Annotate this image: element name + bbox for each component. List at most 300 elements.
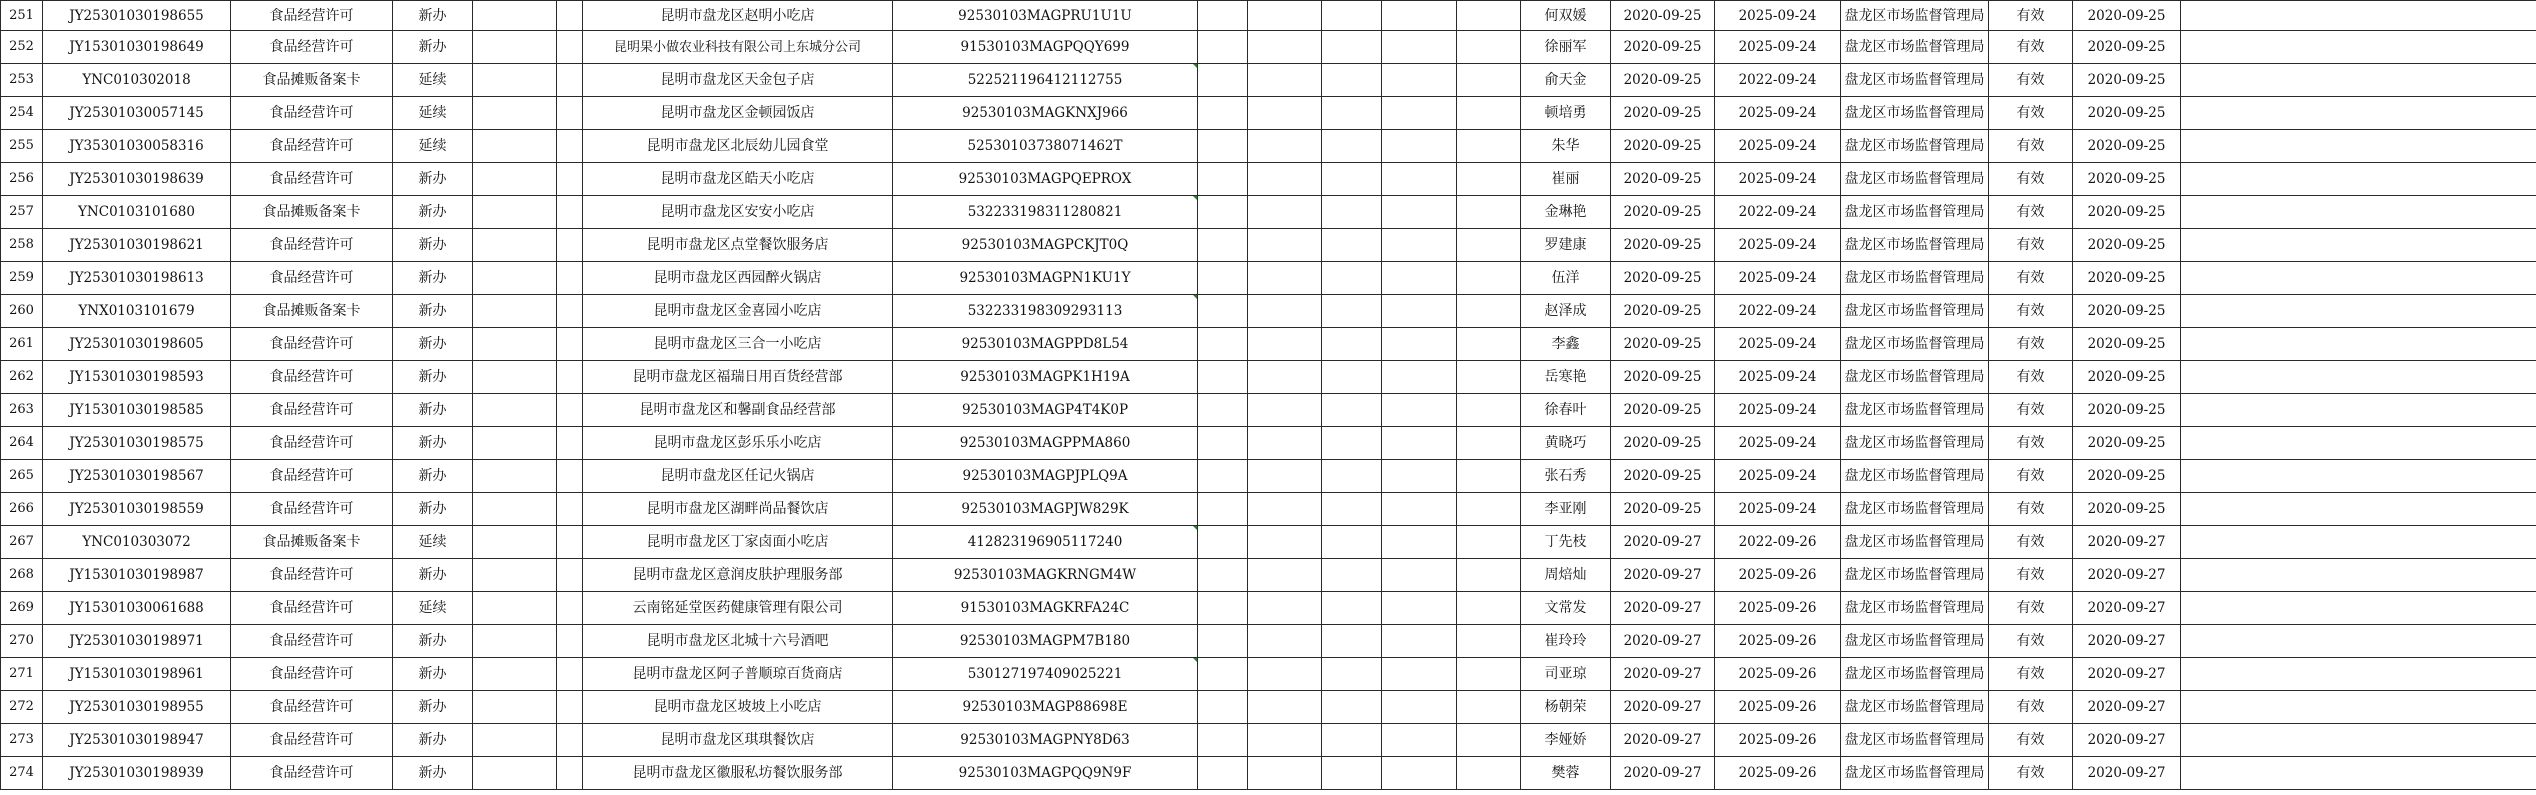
cell-issuing-authority[interactable]: 盘龙区市场监督管理局 (1841, 460, 1989, 493)
cell-credit-code[interactable]: 92530103MAGPM7B180 (893, 625, 1198, 658)
cell-row-index[interactable]: 269 (1, 592, 43, 625)
cell-start-date[interactable]: 2020-09-25 (1611, 130, 1715, 163)
cell-status[interactable]: 有效 (1989, 97, 2073, 130)
empty-cell[interactable] (1457, 130, 1521, 163)
empty-cell[interactable] (1198, 493, 1248, 526)
empty-cell[interactable] (1382, 394, 1457, 427)
empty-cell[interactable] (1382, 460, 1457, 493)
empty-cell[interactable] (1382, 361, 1457, 394)
empty-cell[interactable] (557, 625, 583, 658)
empty-cell[interactable] (2181, 1, 2536, 31)
empty-cell[interactable] (1322, 427, 1382, 460)
empty-cell[interactable] (2181, 295, 2536, 328)
empty-cell[interactable] (2181, 229, 2536, 262)
cell-issuing-authority[interactable]: 盘龙区市场监督管理局 (1841, 526, 1989, 559)
empty-cell[interactable] (1322, 64, 1382, 97)
empty-cell[interactable] (1248, 31, 1322, 64)
empty-cell[interactable] (1322, 31, 1382, 64)
empty-cell[interactable] (1457, 427, 1521, 460)
cell-issuing-authority[interactable]: 盘龙区市场监督管理局 (1841, 97, 1989, 130)
cell-license-number[interactable]: JY25301030057145 (43, 97, 231, 130)
cell-decision-date[interactable]: 2020-09-25 (2073, 493, 2181, 526)
cell-apply-type[interactable]: 新办 (393, 31, 473, 64)
cell-business-name[interactable]: 昆明市盘龙区意润皮肤护理服务部 (583, 559, 893, 592)
cell-apply-type[interactable]: 新办 (393, 757, 473, 790)
cell-decision-date[interactable]: 2020-09-25 (2073, 427, 2181, 460)
cell-decision-date[interactable]: 2020-09-25 (2073, 361, 2181, 394)
cell-credit-code[interactable]: 530127197409025221 (893, 658, 1198, 691)
cell-business-name[interactable]: 昆明市盘龙区西园醉火锅店 (583, 262, 893, 295)
cell-end-date[interactable]: 2025-09-24 (1715, 130, 1841, 163)
cell-row-index[interactable]: 267 (1, 526, 43, 559)
cell-business-name[interactable]: 昆明市盘龙区湖畔尚品餐饮店 (583, 493, 893, 526)
cell-status[interactable]: 有效 (1989, 31, 2073, 64)
cell-business-name[interactable]: 昆明果小做农业科技有限公司上东城分公司 (583, 31, 893, 64)
cell-end-date[interactable]: 2025-09-24 (1715, 394, 1841, 427)
cell-person-name[interactable]: 崔丽 (1521, 163, 1611, 196)
cell-license-number[interactable]: JY25301030198971 (43, 625, 231, 658)
empty-cell[interactable] (2181, 394, 2536, 427)
empty-cell[interactable] (1457, 757, 1521, 790)
cell-person-name[interactable]: 俞天金 (1521, 64, 1611, 97)
cell-apply-type[interactable]: 延续 (393, 526, 473, 559)
cell-start-date[interactable]: 2020-09-25 (1611, 229, 1715, 262)
empty-cell[interactable] (473, 394, 557, 427)
cell-credit-code[interactable]: 92530103MAGPCKJT0Q (893, 229, 1198, 262)
empty-cell[interactable] (473, 691, 557, 724)
cell-credit-code[interactable]: 92530103MAGP4T4K0P (893, 394, 1198, 427)
cell-end-date[interactable]: 2025-09-24 (1715, 262, 1841, 295)
empty-cell[interactable] (1198, 361, 1248, 394)
cell-status[interactable]: 有效 (1989, 460, 2073, 493)
cell-row-index[interactable]: 259 (1, 262, 43, 295)
cell-status[interactable]: 有效 (1989, 757, 2073, 790)
cell-end-date[interactable]: 2025-09-26 (1715, 724, 1841, 757)
empty-cell[interactable] (557, 163, 583, 196)
cell-apply-type[interactable]: 新办 (393, 724, 473, 757)
cell-apply-type[interactable]: 新办 (393, 295, 473, 328)
cell-status[interactable]: 有效 (1989, 1, 2073, 31)
empty-cell[interactable] (2181, 427, 2536, 460)
cell-person-name[interactable]: 丁先枝 (1521, 526, 1611, 559)
empty-cell[interactable] (557, 493, 583, 526)
cell-issuing-authority[interactable]: 盘龙区市场监督管理局 (1841, 328, 1989, 361)
empty-cell[interactable] (1248, 361, 1322, 394)
cell-decision-date[interactable]: 2020-09-25 (2073, 229, 2181, 262)
cell-status[interactable]: 有效 (1989, 625, 2073, 658)
cell-issuing-authority[interactable]: 盘龙区市场监督管理局 (1841, 592, 1989, 625)
empty-cell[interactable] (557, 295, 583, 328)
empty-cell[interactable] (1248, 97, 1322, 130)
empty-cell[interactable] (473, 295, 557, 328)
empty-cell[interactable] (1322, 262, 1382, 295)
empty-cell[interactable] (1248, 757, 1322, 790)
empty-cell[interactable] (2181, 196, 2536, 229)
empty-cell[interactable] (1322, 1, 1382, 31)
cell-status[interactable]: 有效 (1989, 196, 2073, 229)
cell-apply-type[interactable]: 新办 (393, 163, 473, 196)
empty-cell[interactable] (1382, 97, 1457, 130)
empty-cell[interactable] (1322, 295, 1382, 328)
cell-license-type[interactable]: 食品经营许可 (231, 724, 393, 757)
empty-cell[interactable] (1198, 658, 1248, 691)
cell-end-date[interactable]: 2022-09-26 (1715, 526, 1841, 559)
empty-cell[interactable] (1322, 163, 1382, 196)
cell-start-date[interactable]: 2020-09-27 (1611, 625, 1715, 658)
empty-cell[interactable] (557, 262, 583, 295)
cell-business-name[interactable]: 昆明市盘龙区徽服私坊餐饮服务部 (583, 757, 893, 790)
cell-apply-type[interactable]: 新办 (393, 361, 473, 394)
empty-cell[interactable] (1382, 526, 1457, 559)
empty-cell[interactable] (2181, 460, 2536, 493)
cell-apply-type[interactable]: 新办 (393, 691, 473, 724)
cell-person-name[interactable]: 司亚琼 (1521, 658, 1611, 691)
cell-start-date[interactable]: 2020-09-25 (1611, 64, 1715, 97)
empty-cell[interactable] (557, 1, 583, 31)
cell-status[interactable]: 有效 (1989, 295, 2073, 328)
cell-business-name[interactable]: 昆明市盘龙区天金包子店 (583, 64, 893, 97)
empty-cell[interactable] (557, 394, 583, 427)
empty-cell[interactable] (1457, 163, 1521, 196)
cell-end-date[interactable]: 2022-09-24 (1715, 295, 1841, 328)
cell-license-type[interactable]: 食品经营许可 (231, 262, 393, 295)
empty-cell[interactable] (1198, 460, 1248, 493)
cell-issuing-authority[interactable]: 盘龙区市场监督管理局 (1841, 724, 1989, 757)
cell-decision-date[interactable]: 2020-09-25 (2073, 1, 2181, 31)
cell-start-date[interactable]: 2020-09-25 (1611, 196, 1715, 229)
cell-end-date[interactable]: 2025-09-24 (1715, 163, 1841, 196)
cell-business-name[interactable]: 昆明市盘龙区和馨副食品经营部 (583, 394, 893, 427)
empty-cell[interactable] (1457, 97, 1521, 130)
empty-cell[interactable] (1322, 658, 1382, 691)
empty-cell[interactable] (1198, 163, 1248, 196)
cell-credit-code[interactable]: 92530103MAGPPMA860 (893, 427, 1198, 460)
empty-cell[interactable] (557, 31, 583, 64)
empty-cell[interactable] (1322, 559, 1382, 592)
cell-license-type[interactable]: 食品经营许可 (231, 460, 393, 493)
cell-apply-type[interactable]: 延续 (393, 64, 473, 97)
cell-row-index[interactable]: 261 (1, 328, 43, 361)
cell-end-date[interactable]: 2025-09-26 (1715, 592, 1841, 625)
empty-cell[interactable] (1457, 625, 1521, 658)
empty-cell[interactable] (1322, 97, 1382, 130)
cell-apply-type[interactable]: 新办 (393, 262, 473, 295)
empty-cell[interactable] (2181, 97, 2536, 130)
empty-cell[interactable] (473, 361, 557, 394)
cell-issuing-authority[interactable]: 盘龙区市场监督管理局 (1841, 691, 1989, 724)
cell-end-date[interactable]: 2025-09-26 (1715, 691, 1841, 724)
empty-cell[interactable] (1248, 163, 1322, 196)
empty-cell[interactable] (473, 31, 557, 64)
empty-cell[interactable] (557, 361, 583, 394)
cell-license-number[interactable]: JY25301030198605 (43, 328, 231, 361)
cell-start-date[interactable]: 2020-09-27 (1611, 691, 1715, 724)
cell-row-index[interactable]: 256 (1, 163, 43, 196)
empty-cell[interactable] (1382, 625, 1457, 658)
empty-cell[interactable] (1198, 97, 1248, 130)
cell-license-type[interactable]: 食品摊贩备案卡 (231, 295, 393, 328)
empty-cell[interactable] (473, 592, 557, 625)
cell-issuing-authority[interactable]: 盘龙区市场监督管理局 (1841, 757, 1989, 790)
cell-credit-code[interactable]: 91530103MAGKRFA24C (893, 592, 1198, 625)
empty-cell[interactable] (473, 757, 557, 790)
cell-issuing-authority[interactable]: 盘龙区市场监督管理局 (1841, 64, 1989, 97)
cell-credit-code[interactable]: 92530103MAGPJPLQ9A (893, 460, 1198, 493)
cell-person-name[interactable]: 李鑫 (1521, 328, 1611, 361)
empty-cell[interactable] (473, 559, 557, 592)
cell-apply-type[interactable]: 新办 (393, 658, 473, 691)
cell-row-index[interactable]: 257 (1, 196, 43, 229)
cell-credit-code[interactable]: 92530103MAGKRNGM4W (893, 559, 1198, 592)
empty-cell[interactable] (1248, 196, 1322, 229)
cell-license-number[interactable]: JY25301030198567 (43, 460, 231, 493)
empty-cell[interactable] (473, 163, 557, 196)
cell-credit-code[interactable]: 92530103MAGPJW829K (893, 493, 1198, 526)
cell-license-number[interactable]: JY15301030198987 (43, 559, 231, 592)
empty-cell[interactable] (1382, 64, 1457, 97)
cell-status[interactable]: 有效 (1989, 328, 2073, 361)
cell-issuing-authority[interactable]: 盘龙区市场监督管理局 (1841, 130, 1989, 163)
cell-credit-code[interactable]: 52530103738071462T (893, 130, 1198, 163)
cell-license-type[interactable]: 食品经营许可 (231, 592, 393, 625)
cell-end-date[interactable]: 2025-09-24 (1715, 460, 1841, 493)
empty-cell[interactable] (1322, 394, 1382, 427)
cell-license-type[interactable]: 食品摊贩备案卡 (231, 196, 393, 229)
empty-cell[interactable] (2181, 526, 2536, 559)
cell-apply-type[interactable]: 延续 (393, 97, 473, 130)
cell-license-type[interactable]: 食品经营许可 (231, 394, 393, 427)
empty-cell[interactable] (1198, 526, 1248, 559)
empty-cell[interactable] (1248, 691, 1322, 724)
empty-cell[interactable] (473, 427, 557, 460)
cell-row-index[interactable]: 260 (1, 295, 43, 328)
empty-cell[interactable] (1198, 394, 1248, 427)
empty-cell[interactable] (557, 559, 583, 592)
empty-cell[interactable] (1322, 130, 1382, 163)
cell-decision-date[interactable]: 2020-09-27 (2073, 592, 2181, 625)
empty-cell[interactable] (1248, 394, 1322, 427)
cell-apply-type[interactable]: 新办 (393, 460, 473, 493)
empty-cell[interactable] (1322, 691, 1382, 724)
empty-cell[interactable] (1382, 328, 1457, 361)
empty-cell[interactable] (2181, 361, 2536, 394)
cell-person-name[interactable]: 顿培勇 (1521, 97, 1611, 130)
cell-license-number[interactable]: JY15301030198961 (43, 658, 231, 691)
cell-license-number[interactable]: JY25301030198559 (43, 493, 231, 526)
cell-issuing-authority[interactable]: 盘龙区市场监督管理局 (1841, 427, 1989, 460)
empty-cell[interactable] (1198, 295, 1248, 328)
cell-license-type[interactable]: 食品经营许可 (231, 163, 393, 196)
empty-cell[interactable] (1382, 658, 1457, 691)
empty-cell[interactable] (1457, 262, 1521, 295)
empty-cell[interactable] (1457, 526, 1521, 559)
empty-cell[interactable] (1382, 493, 1457, 526)
cell-person-name[interactable]: 徐丽军 (1521, 31, 1611, 64)
cell-status[interactable]: 有效 (1989, 394, 2073, 427)
cell-license-type[interactable]: 食品经营许可 (231, 625, 393, 658)
cell-row-index[interactable]: 274 (1, 757, 43, 790)
cell-person-name[interactable]: 樊蓉 (1521, 757, 1611, 790)
cell-license-number[interactable]: JY25301030198613 (43, 262, 231, 295)
cell-license-type[interactable]: 食品经营许可 (231, 229, 393, 262)
cell-apply-type[interactable]: 新办 (393, 196, 473, 229)
cell-business-name[interactable]: 昆明市盘龙区赵明小吃店 (583, 1, 893, 31)
cell-decision-date[interactable]: 2020-09-27 (2073, 724, 2181, 757)
empty-cell[interactable] (1248, 526, 1322, 559)
cell-license-type[interactable]: 食品经营许可 (231, 31, 393, 64)
empty-cell[interactable] (1457, 361, 1521, 394)
cell-status[interactable]: 有效 (1989, 724, 2073, 757)
cell-end-date[interactable]: 2025-09-24 (1715, 328, 1841, 361)
empty-cell[interactable] (473, 196, 557, 229)
empty-cell[interactable] (1198, 559, 1248, 592)
empty-cell[interactable] (1322, 724, 1382, 757)
empty-cell[interactable] (2181, 592, 2536, 625)
cell-decision-date[interactable]: 2020-09-25 (2073, 295, 2181, 328)
empty-cell[interactable] (1198, 262, 1248, 295)
empty-cell[interactable] (557, 691, 583, 724)
cell-issuing-authority[interactable]: 盘龙区市场监督管理局 (1841, 559, 1989, 592)
cell-apply-type[interactable]: 新办 (393, 427, 473, 460)
cell-license-type[interactable]: 食品经营许可 (231, 559, 393, 592)
cell-issuing-authority[interactable]: 盘龙区市场监督管理局 (1841, 262, 1989, 295)
empty-cell[interactable] (1248, 625, 1322, 658)
cell-business-name[interactable]: 昆明市盘龙区金顿园饭店 (583, 97, 893, 130)
cell-credit-code[interactable]: 532233198309293113 (893, 295, 1198, 328)
cell-row-index[interactable]: 265 (1, 460, 43, 493)
cell-status[interactable]: 有效 (1989, 559, 2073, 592)
cell-person-name[interactable]: 崔玲玲 (1521, 625, 1611, 658)
empty-cell[interactable] (1248, 295, 1322, 328)
cell-row-index[interactable]: 251 (1, 1, 43, 31)
cell-person-name[interactable]: 岳寒艳 (1521, 361, 1611, 394)
empty-cell[interactable] (557, 196, 583, 229)
empty-cell[interactable] (1248, 262, 1322, 295)
cell-row-index[interactable]: 262 (1, 361, 43, 394)
cell-status[interactable]: 有效 (1989, 592, 2073, 625)
cell-row-index[interactable]: 255 (1, 130, 43, 163)
cell-start-date[interactable]: 2020-09-25 (1611, 394, 1715, 427)
cell-row-index[interactable]: 264 (1, 427, 43, 460)
cell-license-type[interactable]: 食品经营许可 (231, 427, 393, 460)
empty-cell[interactable] (1382, 757, 1457, 790)
cell-start-date[interactable]: 2020-09-25 (1611, 295, 1715, 328)
empty-cell[interactable] (473, 526, 557, 559)
empty-cell[interactable] (2181, 262, 2536, 295)
empty-cell[interactable] (1457, 295, 1521, 328)
empty-cell[interactable] (1457, 394, 1521, 427)
cell-start-date[interactable]: 2020-09-25 (1611, 97, 1715, 130)
cell-business-name[interactable]: 昆明市盘龙区点堂餐饮服务店 (583, 229, 893, 262)
empty-cell[interactable] (1382, 1, 1457, 31)
cell-end-date[interactable]: 2022-09-24 (1715, 64, 1841, 97)
cell-start-date[interactable]: 2020-09-25 (1611, 31, 1715, 64)
cell-start-date[interactable]: 2020-09-25 (1611, 262, 1715, 295)
empty-cell[interactable] (1198, 130, 1248, 163)
empty-cell[interactable] (2181, 328, 2536, 361)
cell-row-index[interactable]: 272 (1, 691, 43, 724)
cell-business-name[interactable]: 昆明市盘龙区阿子普顺琼百货商店 (583, 658, 893, 691)
empty-cell[interactable] (1457, 31, 1521, 64)
cell-status[interactable]: 有效 (1989, 64, 2073, 97)
cell-credit-code[interactable]: 92530103MAGPN1KU1Y (893, 262, 1198, 295)
empty-cell[interactable] (1198, 64, 1248, 97)
cell-business-name[interactable]: 昆明市盘龙区北城十六号酒吧 (583, 625, 893, 658)
cell-issuing-authority[interactable]: 盘龙区市场监督管理局 (1841, 625, 1989, 658)
cell-row-index[interactable]: 268 (1, 559, 43, 592)
cell-license-number[interactable]: JY25301030198939 (43, 757, 231, 790)
cell-person-name[interactable]: 朱华 (1521, 130, 1611, 163)
empty-cell[interactable] (1248, 559, 1322, 592)
empty-cell[interactable] (1322, 526, 1382, 559)
cell-business-name[interactable]: 昆明市盘龙区任记火锅店 (583, 460, 893, 493)
cell-business-name[interactable]: 昆明市盘龙区金喜园小吃店 (583, 295, 893, 328)
empty-cell[interactable] (557, 526, 583, 559)
cell-row-index[interactable]: 270 (1, 625, 43, 658)
cell-decision-date[interactable]: 2020-09-27 (2073, 625, 2181, 658)
cell-business-name[interactable]: 云南铭延堂医药健康管理有限公司 (583, 592, 893, 625)
empty-cell[interactable] (1457, 592, 1521, 625)
empty-cell[interactable] (1248, 493, 1322, 526)
empty-cell[interactable] (2181, 724, 2536, 757)
empty-cell[interactable] (1382, 592, 1457, 625)
cell-start-date[interactable]: 2020-09-25 (1611, 361, 1715, 394)
empty-cell[interactable] (1457, 328, 1521, 361)
empty-cell[interactable] (473, 229, 557, 262)
cell-start-date[interactable]: 2020-09-25 (1611, 493, 1715, 526)
cell-issuing-authority[interactable]: 盘龙区市场监督管理局 (1841, 658, 1989, 691)
cell-issuing-authority[interactable]: 盘龙区市场监督管理局 (1841, 394, 1989, 427)
cell-row-index[interactable]: 252 (1, 31, 43, 64)
cell-credit-code[interactable]: 532233198311280821 (893, 196, 1198, 229)
cell-person-name[interactable]: 张石秀 (1521, 460, 1611, 493)
empty-cell[interactable] (1248, 328, 1322, 361)
cell-decision-date[interactable]: 2020-09-25 (2073, 163, 2181, 196)
cell-start-date[interactable]: 2020-09-27 (1611, 559, 1715, 592)
cell-decision-date[interactable]: 2020-09-27 (2073, 691, 2181, 724)
empty-cell[interactable] (1382, 691, 1457, 724)
empty-cell[interactable] (1382, 295, 1457, 328)
cell-license-number[interactable]: JY25301030198639 (43, 163, 231, 196)
empty-cell[interactable] (1248, 658, 1322, 691)
empty-cell[interactable] (1457, 196, 1521, 229)
empty-cell[interactable] (1382, 130, 1457, 163)
empty-cell[interactable] (557, 757, 583, 790)
cell-end-date[interactable]: 2025-09-26 (1715, 658, 1841, 691)
empty-cell[interactable] (2181, 130, 2536, 163)
cell-issuing-authority[interactable]: 盘龙区市场监督管理局 (1841, 196, 1989, 229)
empty-cell[interactable] (2181, 757, 2536, 790)
empty-cell[interactable] (557, 64, 583, 97)
cell-end-date[interactable]: 2025-09-26 (1715, 625, 1841, 658)
cell-decision-date[interactable]: 2020-09-25 (2073, 31, 2181, 64)
cell-person-name[interactable]: 文常发 (1521, 592, 1611, 625)
empty-cell[interactable] (557, 592, 583, 625)
empty-cell[interactable] (1457, 658, 1521, 691)
cell-person-name[interactable]: 周焙灿 (1521, 559, 1611, 592)
cell-end-date[interactable]: 2025-09-24 (1715, 427, 1841, 460)
empty-cell[interactable] (1198, 592, 1248, 625)
empty-cell[interactable] (1382, 31, 1457, 64)
cell-end-date[interactable]: 2025-09-26 (1715, 757, 1841, 790)
cell-person-name[interactable]: 伍洋 (1521, 262, 1611, 295)
cell-business-name[interactable]: 昆明市盘龙区琪琪餐饮店 (583, 724, 893, 757)
cell-license-number[interactable]: JY15301030198593 (43, 361, 231, 394)
cell-start-date[interactable]: 2020-09-25 (1611, 328, 1715, 361)
empty-cell[interactable] (1457, 460, 1521, 493)
cell-end-date[interactable]: 2025-09-24 (1715, 361, 1841, 394)
cell-status[interactable]: 有效 (1989, 262, 2073, 295)
